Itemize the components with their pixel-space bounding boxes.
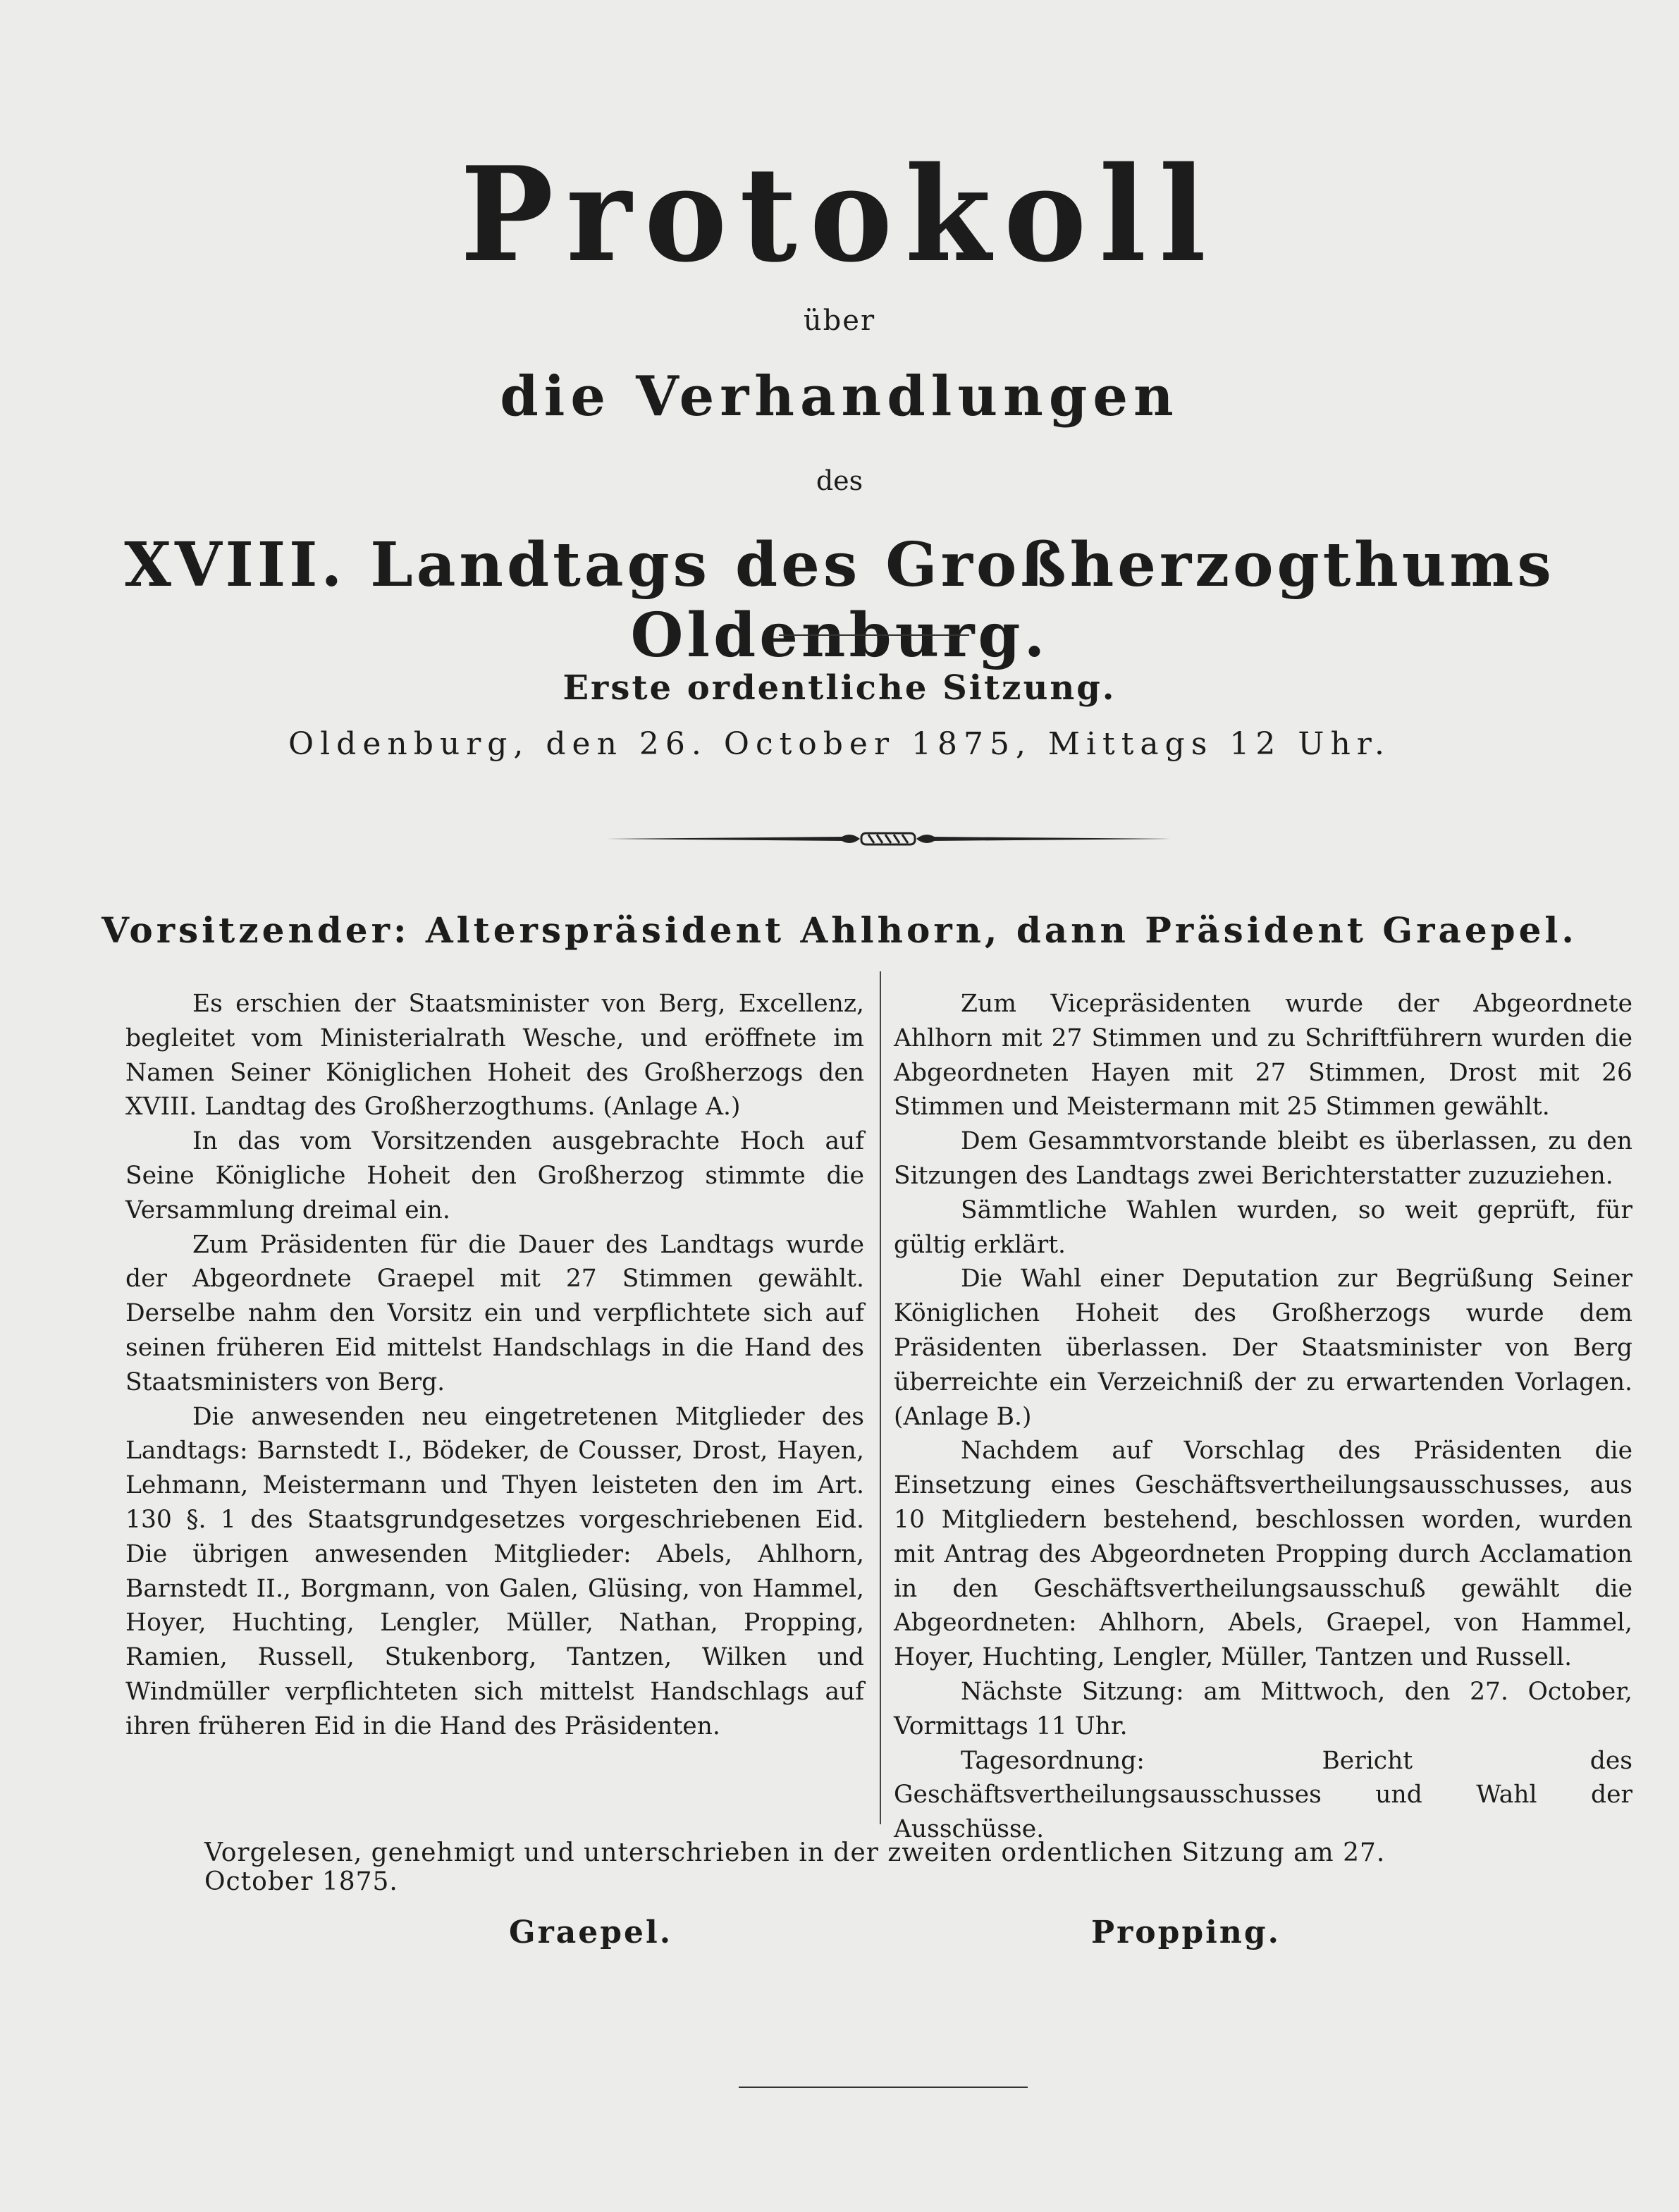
paragraph: Es erschien der Staatsminister von Berg, Excellenz, begleitet vom Ministerialrath Wesche, und eröffnete im Namen Seiner Königlichen Hoheit des Großherzogs den XVIII. Landtag des Großherzogthums. (Anlage A.)	[125, 990, 864, 1122]
subtitle-des: des	[816, 465, 863, 496]
signature-propping: Propping.	[1091, 1915, 1281, 1950]
subtitle-ueber: über	[803, 305, 876, 337]
column-separator	[880, 971, 881, 1824]
paragraph: Tagesordnung: Bericht des Geschäftsvertheilungsausschusses und Wahl der Ausschüsse.	[894, 1746, 1632, 1844]
paragraph: Die Wahl einer Deputation zur Begrüßung Seiner Königlichen Hoheit des Großherzogs wurde dem Präsidenten überlassen. Der Staatsminister von Berg überreichte ein Verzeichniß der zu erwartenden Vorlagen. (Anlage B.)	[894, 1265, 1632, 1431]
divider	[779, 634, 969, 636]
paragraph: Die anwesenden neu eingetretenen Mitglieder des Landtags: Barnstedt I., Bödeker, de Cousser, Drost, Hayen, Lehmann, Meistermann und Thyen leisteten den im Art. 130 §. 1 des Staatsgrundgesetzes vorgeschriebenen Eid. Die übrigen anwesenden Mitglieder: Abels, Ahlhorn, Barnstedt II., Borgmann, von Galen, Glüsing, von Hammel, Hoyer, Huchting, Lengler, Müller, Nathan, Propping, Ramien, Russell, Stukenborg, Tantzen, Wilken und Windmüller verpflichteten sich mittelst Handschlags auf ihren früheren Eid in die Hand des Präsidenten.	[125, 1402, 864, 1740]
paragraph: Nachdem auf Vorschlag des Präsidenten die Einsetzung eines Geschäftsvertheilungsausschusses, aus 10 Mitgliedern bestehend, beschlossen worden, wurden mit Antrag des Abgeordneten Propping durch Acclamation in den Geschäftsvertheilungsausschuß gewählt die Abgeordneten: Ahlhorn, Abels, Graepel, von Hammel, Hoyer, Huchting, Lengler, Müller, Tantzen und Russell.	[894, 1437, 1632, 1672]
landtag-heading: XVIII. Landtags des Großherzogthums Oldenburg.	[124, 529, 1555, 671]
right-column	[894, 987, 1632, 1847]
subtitle-verhandlungen: die Verhandlungen	[500, 364, 1179, 429]
paragraph: In das vom Vorsitzenden ausgebrachte Hoch auf Seine Königliche Hoheit den Großherzog stimmte die Versammlung dreimal ein.	[125, 1127, 864, 1224]
paragraph: Zum Vicepräsidenten wurde der Abgeordnete Ahlhorn mit 27 Stimmen und zu Schriftführern wurden die Abgeordneten Hayen mit 27 Stimmen, Drost mit 26 Stimmen und Meistermann mit 25 Stimmen gewählt.	[894, 990, 1632, 1122]
chair-line: Vorsitzender: Alterspräsident Ahlhorn, dann Präsident Graepel.	[102, 909, 1577, 951]
paragraph: Nächste Sitzung: am Mittwoch, den 27. October, Vormittags 11 Uhr.	[894, 1677, 1632, 1740]
session-name: Erste ordentliche Sitzung.	[562, 668, 1117, 708]
ornament-divider-icon	[606, 825, 1170, 853]
bottom-divider	[739, 2087, 1028, 2088]
approval-note: Vorgelesen, genehmigt und unterschrieben in der zweiten ordentlichen Sitzung am 27. October 1875.	[204, 1838, 1386, 1896]
paragraph: Sämmtliche Wahlen wurden, so weit geprüft, für gültig erklärt.	[894, 1196, 1632, 1259]
session-dateline: Oldenburg, den 26. October 1875, Mittags 12 Uhr.	[288, 726, 1391, 762]
paragraph: Zum Präsidenten für die Dauer des Landtags wurde der Abgeordnete Graepel mit 27 Stimmen gewählt. Derselbe nahm den Vorsitz ein und verpflichtete sich auf seinen früheren Eid mittelst Handschlags in die Hand des Staatsministers von Berg.	[125, 1230, 864, 1396]
signature-graepel: Graepel.	[509, 1915, 673, 1950]
left-column	[125, 987, 864, 1744]
page-title: Protokoll	[460, 137, 1219, 292]
paragraph: Dem Gesammtvorstande bleibt es überlassen, zu den Sitzungen des Landtags zwei Berichterstatter zuzuziehen.	[894, 1127, 1632, 1190]
